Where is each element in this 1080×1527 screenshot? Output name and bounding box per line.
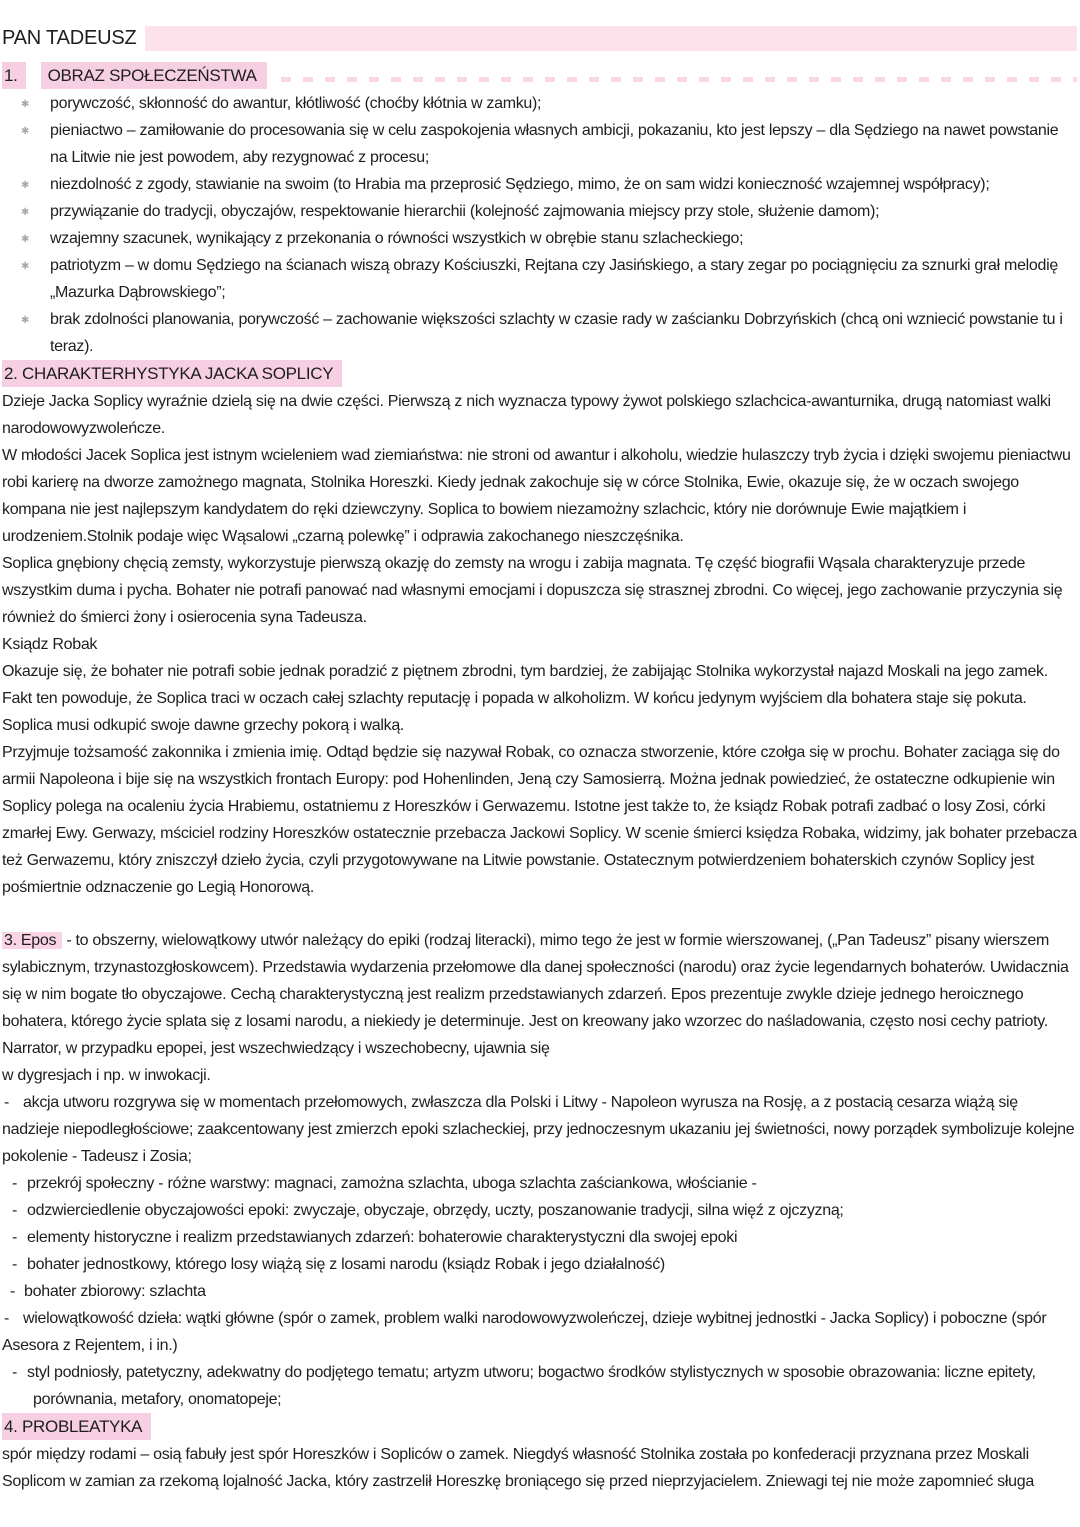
paragraph: spór między rodami – osią fabuły jest spór Horeszków i Sopliców o zamek. Niegdyś własność Stolnika została po konfederacji przyznana przez Moskali Soplicom w zamian za rzekomą lojalność Jacka, który zastrzelił Horeszkę broniącego się przed nieprzyjacielem. Zniewagi tej nie może zapomnieć sługa <box>2 1446 1034 1490</box>
dash-item <box>2 1305 1077 1359</box>
section4-heading: 4. PROBLEATYKA <box>2 1413 151 1440</box>
asterisk-bullet-icon: ✱ <box>21 315 30 326</box>
bullet-text: patriotyzm – w domu Sędziego na ścianach wiszą obrazy Kościuszki, Rejtana czy Jasińskiego, a stary zegar po pociągnięciu za sznurki grał melodię „Mazurka Dąbrowskiego”; <box>50 257 1058 301</box>
bullet-text: porywczość, skłonność do awantur, kłótliwość (choćby kłótnia w zamku); <box>50 95 542 112</box>
dash-item <box>2 1224 1077 1251</box>
subheading-ksiadz-robak: Ksiądz Robak <box>2 636 98 653</box>
asterisk-bullet-icon: ✱ <box>21 126 30 137</box>
bullet-item <box>2 117 1077 171</box>
dash-bullet: - <box>12 1175 18 1192</box>
dash-bullet: - <box>12 1202 18 1219</box>
section1-heading-row <box>2 63 1077 87</box>
dash-item-text: bohater jednostkowy, którego losy wiążą się z losami narodu (ksiądz Robak i jego działalność) <box>27 1256 665 1273</box>
bullet-item <box>2 198 1077 225</box>
dash-item-text: odzwierciedlenie obyczajowości epoki: zwyczaje, obyczaje, obrzędy, uczty, poszanowanie tradycji, silna więź z ojczyzną; <box>27 1202 844 1219</box>
bullet-item <box>2 90 1077 117</box>
section3-intro-line2: w dygresjach i np. w inwokacji. <box>2 1067 211 1084</box>
dash-bullet: - <box>12 1229 18 1246</box>
section1-heading-number: 1. <box>2 62 26 89</box>
title-highlight-bar <box>145 26 1078 51</box>
dash-item <box>2 1170 1077 1197</box>
section3-heading: 3. Epos <box>2 932 62 949</box>
section3-intro-text: - to obszerny, wielowątkowy utwór należący do epiki (rodzaj literacki), mimo tego że jest w formie wierszowanej, („Pan Tadeusz” pisany wierszem sylabicznym, trzynastozgłoskowcem). Przedstawia wydarzenia przełomowe dla danej społeczności (narodu) oraz życie legendarnych bohaterów. Uwidacznia się w nim bogate tło obyczajowe. Cechą charakterystyczną jest realizm przedstawianych zdarzeń. Epos prezentuje zwykle dzieje jednego heroicznego bohatera, którego życie splata się z losami narodu, a niekiedy je determinuje. Jest on kreowany jako wzorzec do naśladowania, często nosi cechy patrioty. Narrator, w przypadku epopei, jest wszechwiedzący i wszechobecny, ujawnia się <box>2 932 1069 1057</box>
bullet-item <box>2 171 1077 198</box>
section2-heading: 2. CHARAKTERHYSTYKA JACKA SOPLICY <box>2 360 342 387</box>
section3-dash-list <box>2 1089 1077 1413</box>
blank-line <box>2 901 1077 927</box>
asterisk-bullet-icon: ✱ <box>21 99 30 110</box>
dash-bullet: - <box>10 1283 16 1300</box>
bullet-text: brak zdolności planowania, porywczość – zachowanie większości szlachty w czasie rady w zaścianku Dobrzyńskich (chcą oni wzniecić powstanie tu i teraz). <box>50 311 1063 355</box>
section1-bullet-list <box>2 90 1077 360</box>
dash-item <box>2 1278 1077 1305</box>
bullet-item <box>2 252 1077 306</box>
asterisk-bullet-icon: ✱ <box>21 180 30 191</box>
paragraph: W młodości Jacek Soplica jest istnym wcieleniem wad ziemiaństwa: nie stroni od awantur i alkoholu, wiedzie hulaszczy tryb życia i dzięki swojemu pieniactwu robi karierę na dworze zamożnego magnata, Stolnika Horeszki. Kiedy jednak zakochuje się w córce Stolnika, Ewie, okazuje się, że w oczach swojego kompana nie jest najlepszym kandydatem do ręki dziewczyny. Soplica to bowiem niezamożny szlachcic, który nie dorównuje Ewie majątkiem i urodzeniem.Stolnik podaje więc Wąsalowi „czarną polewkę” i odprawia zakochanego nieszczęśnika. <box>2 447 1071 545</box>
dash-item-text: akcja utworu rozgrywa się w momentach przełomowych, zwłaszcza dla Polski i Litwy - Napoleon wyrusza na Rosję, a z postacią cesarza wiążą się nadzieje niepodległościowe; zaakcentowany jest zmierzch epoki szlacheckiej, przy jednoczesnym ukazaniu jej świetności, nowy porządek symbolizuje kolejne pokolenie - Tadeusz i Zosia; <box>2 1094 1075 1165</box>
asterisk-bullet-icon: ✱ <box>21 261 30 272</box>
dash-item-text: wielowątkowość dzieła: wątki główne (spór o zamek, problem walki narodowowyzwoleńczej, dzieje wybitnej jednostki - Jacka Soplicy) i poboczne (spór Asesora z Rejentem, i in.) <box>2 1310 1047 1354</box>
section3-intro <box>2 927 1077 1062</box>
dash-item <box>2 1089 1077 1170</box>
document-title: PAN TADEUSZ <box>2 27 137 49</box>
bullet-text: wzajemny szacunek, wynikający z przekonania o równości wszystkich w obrębie stanu szlacheckiego; <box>50 230 744 247</box>
paragraph: Przyjmuje tożsamość zakonnika i zmienia imię. Odtąd będzie się nazywał Robak, co oznacza stworzenie, które czołga się w prochu. Bohater zaciąga się do armii Napoleona i bije się na wszystkich frontach Europy: pod Hohenlinden, Jeną czy Samosierrą. Można jednak powiedzieć, że ostateczne odkupienie win Soplicy polega na ocaleniu życia Hrabiemu, ostatniemu z Horeszków i Gerwazemu. Istotne jest także to, że ksiądz Robak potrafi zadbać o losy Zosi, córki zmarłej Ewy. Gerwazy, mściciel rodziny Horeszków ostatecznie przebacza Jackowi Soplicy. W scenie śmierci księdza Robaka, widzimy, jak bohater przebacza też Gerwazemu, który zniszczył dzieło życia, czyli przygotowywane na Litwie powstanie. Ostatecznym potwierdzeniem bohaterskich czynów Soplicy jest pośmiertnie odznaczenie go Legią Honorową. <box>2 744 1077 896</box>
dash-bullet: - <box>4 1310 10 1327</box>
bullet-item <box>2 225 1077 252</box>
paragraph: Dzieje Jacka Soplicy wyraźnie dzielą się na dwie części. Pierwszą z nich wyznacza typowy żywot polskiego szlachcica-awanturnika, drugą natomiast walki narodowowyzwoleńcze. <box>2 393 1051 437</box>
bullet-text: pieniactwo – zamiłowanie do procesowania się w celu zaspokojenia własnych ambicji, pokazaniu, kto jest lepszy – dla Sędziego na nawet powstanie na Litwie nie jest powodem, aby rezygnować z procesu; <box>50 122 1059 166</box>
section1-heading: OBRAZ SPOŁECZEŃSTWA <box>41 62 267 89</box>
dash-item-text: przekrój społeczny - różne warstwy: magnaci, zamożna szlachta, uboga szlachta zaściankowa, włościanie - <box>27 1175 757 1192</box>
paragraph: Okazuje się, że bohater nie potrafi sobie jednak poradzić z piętnem zbrodni, tym bardziej, że zabijając Stolnika wykorzystał najazd Moskali na jego zamek. Fakt ten powoduje, że Soplica traci w oczach całej szlachty reputację i popada w alkoholizm. W końcu jedynym wyjściem dla bohatera staje się pokuta. Soplica musi odkupić swoje dawne grzechy pokorą i walką. <box>2 663 1048 734</box>
dash-item-text: styl podniosły, patetyczny, adekwatny do podjętego tematu; artyzm utworu; bogactwo środków stylistycznych w sposobie obrazowania: liczne epitety, porównania, metafory, onomatopeje; <box>27 1364 1036 1408</box>
bullet-text: przywiązanie do tradycji, obyczajów, respektowanie hierarchii (kolejność zajmowania miejscy przy stole, służenie damom); <box>50 203 880 220</box>
dash-bullet: - <box>12 1256 18 1273</box>
dash-bullet: - <box>4 1094 10 1111</box>
pink-dash-row <box>281 77 1077 82</box>
document-title-row <box>2 26 1077 51</box>
dash-item <box>2 1359 1077 1413</box>
dash-item <box>2 1197 1077 1224</box>
section2-heading-row <box>2 360 1077 388</box>
asterisk-bullet-icon: ✱ <box>21 234 30 245</box>
bullet-item <box>2 306 1077 360</box>
section4-heading-row <box>2 1413 1077 1441</box>
bullet-text: niezdolność z zgody, stawianie na swoim (to Hrabia ma przeprosić Sędziego, mimo, że on sam widzi konieczność wzajemnej współpracy); <box>50 176 990 193</box>
paragraph: Soplica gnębiony chęcią zemsty, wykorzystuje pierwszą okazję do zemsty na wrogu i zabija magnata. Tę część biografii Wąsala charakteryzuje przede wszystkim duma i pycha. Bohater nie potrafi panować nad własnymi emocjami i dopuszcza się strasznej zbrodni. Co więcej, jego zachowanie przyczynia się również do śmierci żony i osierocenia syna Tadeusza. <box>2 555 1063 626</box>
dash-bullet: - <box>12 1364 18 1381</box>
asterisk-bullet-icon: ✱ <box>21 207 30 218</box>
dash-item <box>2 1251 1077 1278</box>
dash-item-text: bohater zbiorowy: szlachta <box>24 1283 206 1300</box>
dash-item-text: elementy historyczne i realizm przedstawianych zdarzeń: bohaterowie charakterystyczni dla swojej epoki <box>27 1229 738 1246</box>
